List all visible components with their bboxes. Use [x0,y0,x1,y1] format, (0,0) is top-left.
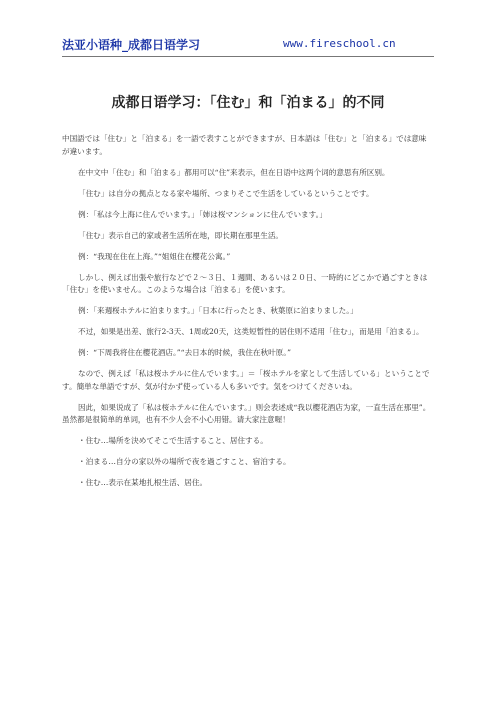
document-title: 成都日语学习：「住む」和「泊まる」的不同 [111,95,385,111]
bullet-item: ・住む…表示在某地扎根生活、居住。 [78,478,208,487]
paragraph: 「住む」表示自己的家或者生活所在地，即长期在那里生活。 [78,230,284,240]
paragraph: 不过，如果是出差、旅行2-3天、1周或20天，这类短暂性的居住则不适用「住む」，而是用「泊まる」。 [78,327,424,336]
paragraph: 中国語では「住む」と「泊まる」を一語で表すことができますが、日本語は「住む」と「泊まる」では意味が違います。 [62,134,427,156]
site-url-link[interactable]: www.fireschool.cn [283,37,396,50]
document-body [62,133,433,498]
example-line: 例：「来週桜ホテルに泊まります。」「日本に行ったとき、秋葉原に泊まりました。」 [78,306,358,315]
example-line: 例：“下周我将住在樱花酒店。”“去日本的时候，我住在秋叶原。” [78,348,291,357]
paragraph: しかし、例えば出張や旅行などで２～３日、１週間、あるいは２０日、一時的にどこかで過ごすときは「住む」を使いません。このような場合は「泊まる」を使います。 [62,272,428,294]
page-header [62,36,442,52]
bullet-item: ・住む…場所を決めてそこで生活すること、居住する。 [78,436,268,445]
example-line: 例：「私は今上海に住んでいます。」「姉は桜マンションに住んでいます。」 [78,209,328,219]
header-divider [62,56,434,57]
example-line: 例：“我现在住在上海。”“姐姐住在樱花公寓。” [78,251,231,261]
paragraph: なので、例えば「私は桜ホテルに住んでいます。」＝「桜ホテルを家として生活している」ということです。簡単な単語ですが、気が付かず使っている人も多いです。気をつけてくださいね。 [62,369,430,391]
site-title: 法亚小语种_成都日语学习 [62,38,201,52]
paragraph: 「住む」は自分の拠点となる家や場所、つまりそこで生活をしているということです。 [78,188,374,198]
paragraph: 因此，如果说成了「私は桜ホテルに住んでいます。」则会表述成“我以樱花酒店为家，一直生活在那里”。虽然都是很简单的单词，也有不少人会不小心用错。请大家注意喔！ [62,402,431,424]
bullet-item: ・泊まる…自分の家以外の場所で夜を過ごすこと、宿泊する。 [78,457,291,466]
paragraph: 在中文中「住む」和「泊まる」都用可以“住”来表示，但在日语中这两个词的意思有所区别。 [78,167,390,177]
